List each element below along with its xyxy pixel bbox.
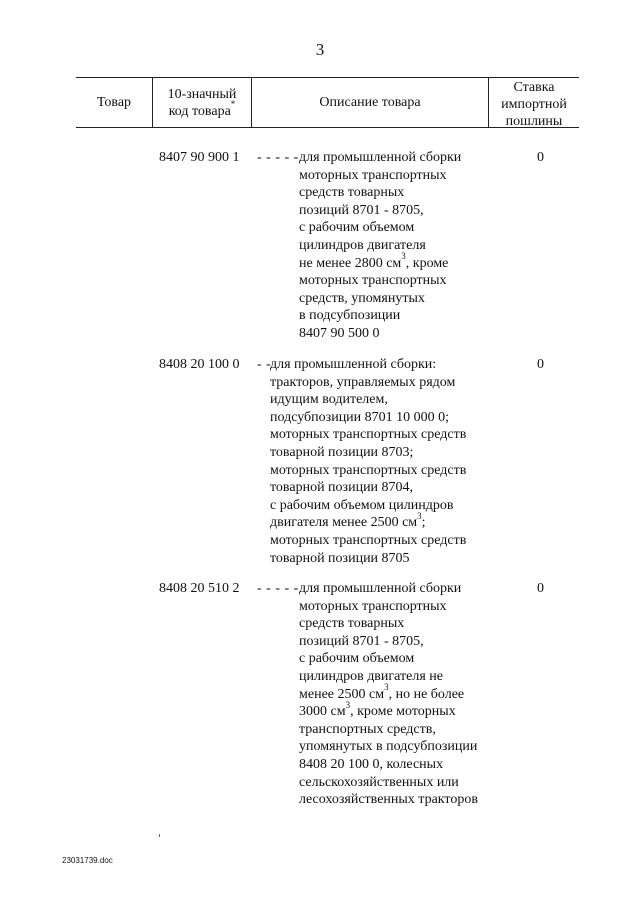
description-line: цилиндров двигателя не: [299, 668, 443, 684]
hierarchy-dashes: - - - - -: [257, 150, 299, 165]
description-line: идущим водителем,: [270, 392, 388, 408]
superscript: 3: [401, 250, 406, 261]
superscript: 3: [345, 699, 351, 710]
scan-mark: [159, 834, 160, 837]
description-line: моторных транспортных средств: [270, 532, 467, 548]
description-line: цилиндров двигателя: [299, 237, 426, 253]
duty-rate: 0: [537, 150, 544, 165]
header-description: Описание товара: [319, 95, 421, 110]
description-line: моторных транспортных средств: [270, 427, 467, 443]
product-description: [270, 356, 466, 567]
description-line: упомянутых в подсубпозиции: [299, 739, 478, 755]
description-line: сельскохозяйственных или: [299, 774, 459, 790]
description-line: в подсубпозиции: [299, 308, 401, 324]
duty-rate: 0: [537, 581, 544, 596]
description-line: моторных транспортных: [299, 598, 447, 614]
description-line: товарной позиции 8703;: [270, 444, 414, 460]
footer-filename: 23031739.doc: [62, 856, 113, 865]
description-line: , но не более: [388, 686, 465, 702]
page-number: 3: [315, 40, 325, 59]
header-rate-line1: Ставка: [513, 80, 555, 95]
product-code: 8408 20 510 2: [159, 581, 240, 596]
description-line: товарной позиции 8705: [270, 550, 410, 566]
description-line: , кроме моторных: [350, 704, 456, 720]
description-line: не менее 2800 см: [299, 255, 402, 271]
description-line: двигателя менее 2500 см: [270, 515, 418, 531]
duty-rate: 0: [537, 357, 544, 372]
hierarchy-dashes: - -: [257, 357, 272, 372]
description-line: , кроме: [405, 255, 449, 271]
description-line: 8407 90 500 0: [299, 325, 380, 341]
description-line: менее 2500 см: [299, 686, 385, 702]
description-line: 3000 см: [299, 704, 346, 720]
description-line: позиций 8701 - 8705,: [299, 202, 424, 218]
header-rate: [489, 79, 579, 130]
description-line: с рабочим объемом: [299, 220, 415, 236]
description-line: средств товарных: [299, 616, 405, 632]
description-line: моторных транспортных средств: [270, 462, 467, 478]
description-line: подсубпозиции 8701 10 000 0;: [270, 409, 450, 425]
description-line: средств товарных: [299, 185, 405, 201]
header-code-line1: 10-значный: [167, 87, 237, 102]
description-line: для промышленной сборки: [299, 150, 462, 165]
product-code: 8408 20 100 0: [159, 357, 240, 372]
header-rate-line3: пошлины: [505, 114, 563, 129]
header-code-line2: код товара: [168, 104, 231, 119]
header-code: [153, 86, 251, 120]
description-line: для промышленной сборки:: [270, 357, 437, 372]
description-line: транспортных средств,: [299, 721, 436, 737]
description-line: средств, упомянутых: [299, 290, 425, 306]
description-line: для промышленной сборки: [299, 581, 462, 596]
product-description: [299, 149, 461, 343]
description-line: моторных транспортных: [299, 167, 447, 183]
superscript: 3: [417, 510, 422, 521]
header-product: Товар: [96, 95, 132, 110]
description-line: лесохозяйственных тракторов: [299, 792, 478, 808]
description-line: товарной позиции 8704,: [270, 480, 414, 496]
description-line: позиций 8701 - 8705,: [299, 633, 424, 649]
description-line: тракторов, управляемых рядом: [270, 374, 456, 390]
description-line: с рабочим объемом: [299, 651, 415, 667]
description-line: 8408 20 100 0, колесных: [299, 756, 444, 772]
product-description: [299, 580, 478, 809]
superscript: 3: [384, 681, 389, 692]
header-rate-line2: импортной: [501, 97, 567, 112]
header-code-mark: *: [230, 99, 236, 110]
description-line: моторных транспортных: [299, 273, 447, 289]
description-line: ;: [421, 515, 426, 531]
hierarchy-dashes: - - - - -: [257, 581, 299, 596]
product-code: 8407 90 900 1: [159, 150, 240, 165]
description-line: с рабочим объемом цилиндров: [270, 497, 454, 513]
